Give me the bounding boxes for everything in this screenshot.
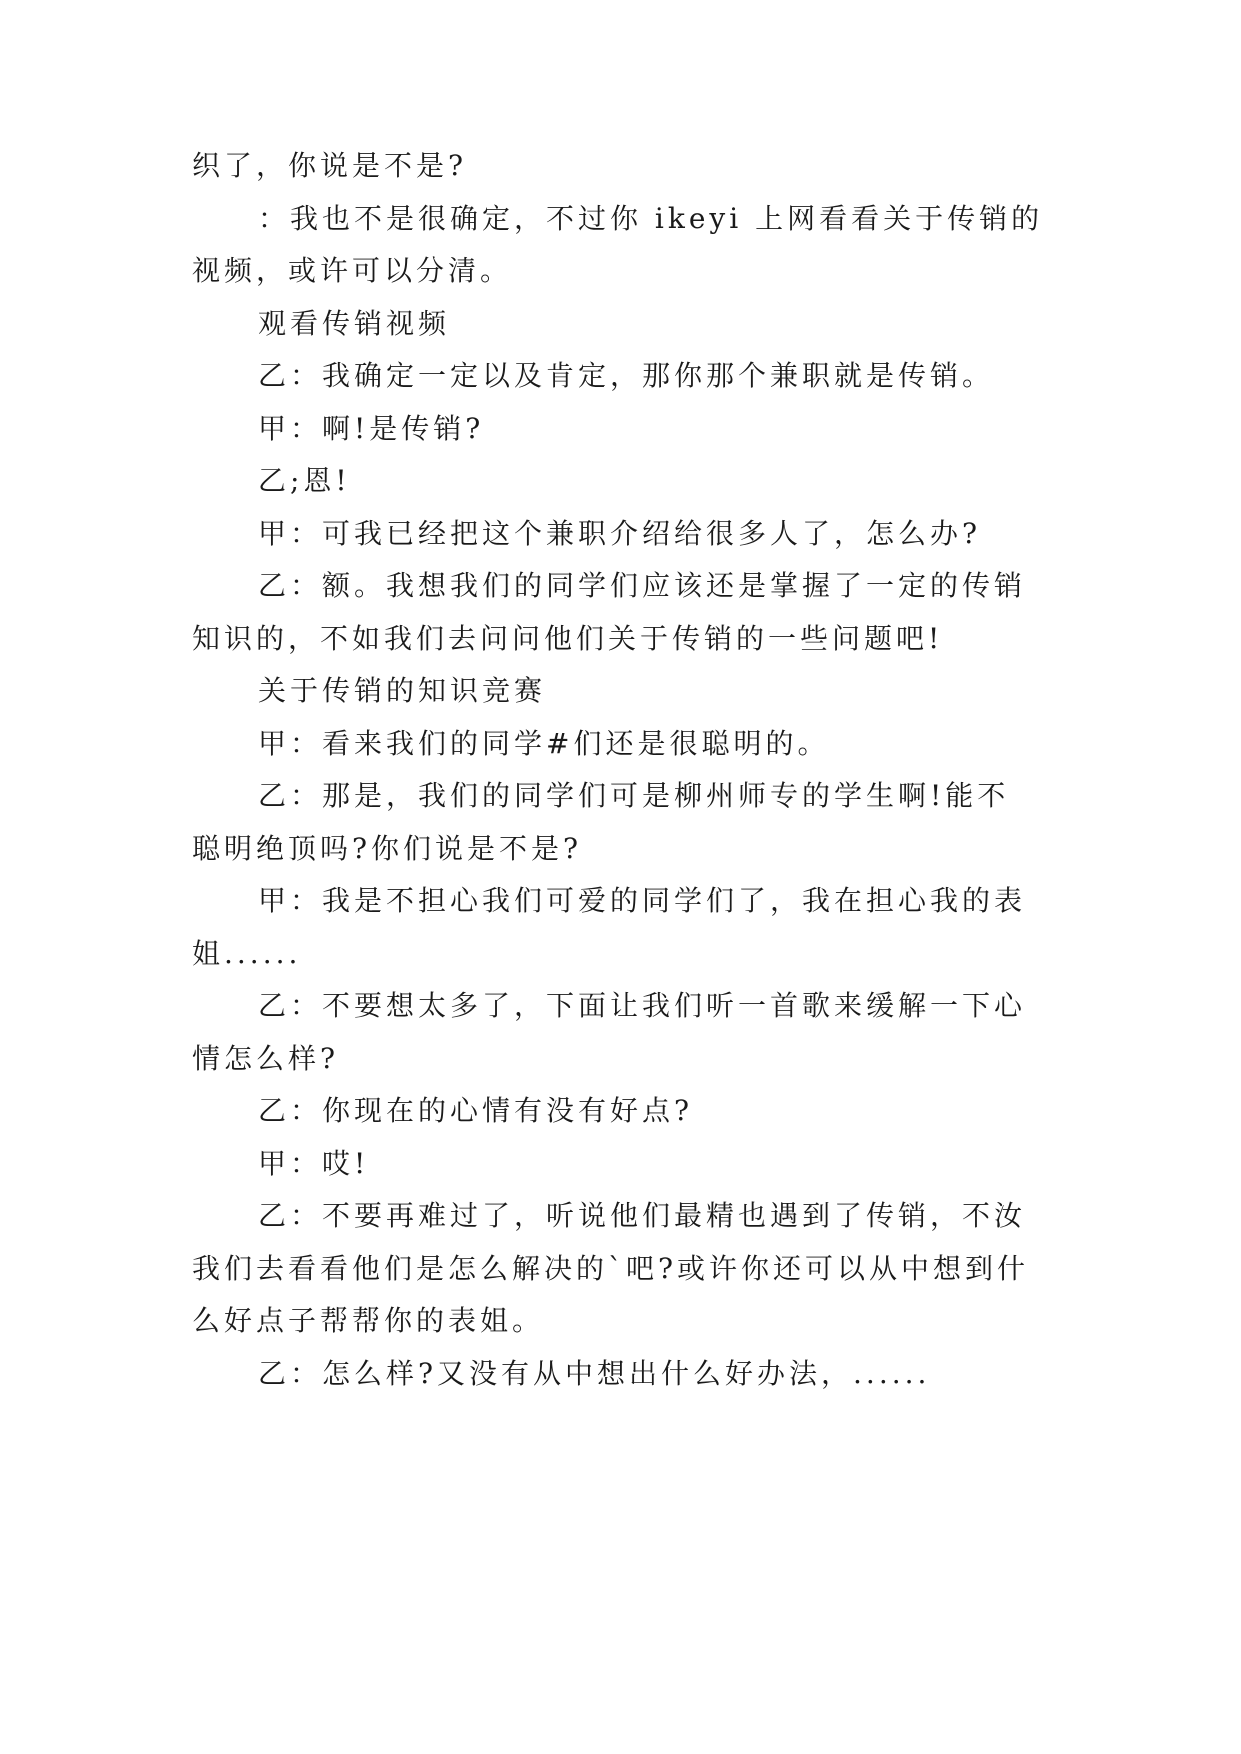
text-line: 乙;恩! bbox=[258, 464, 351, 497]
text-line: 乙：那是，我们的同学们可是柳州师专的学生啊!能不 bbox=[258, 779, 1010, 812]
text-line: 观看传销视频 bbox=[258, 307, 451, 340]
text-line: 织了，你说是不是? bbox=[192, 149, 468, 182]
text-line: 么好点子帮帮你的表姐。 bbox=[192, 1304, 545, 1337]
text-line: 甲：啊!是传销? bbox=[258, 412, 485, 445]
text-line: 关于传销的知识竞赛 bbox=[258, 674, 547, 707]
text-line: 乙：不要再难过了，听说他们最精也遇到了传销，不汝 bbox=[258, 1199, 1027, 1232]
text-line: 聪明绝顶吗?你们说是不是? bbox=[192, 832, 583, 865]
text-line: 乙：额。我想我们的同学们应该还是掌握了一定的传销 bbox=[258, 569, 1027, 602]
text-line: 甲：我是不担心我们可爱的同学们了，我在担心我的表 bbox=[258, 884, 1027, 917]
text-line: 视频，或许可以分清。 bbox=[192, 254, 513, 287]
text-line: 乙：不要想太多了，下面让我们听一首歌来缓解一下心 bbox=[258, 989, 1027, 1022]
text-line: 姐...... bbox=[192, 937, 302, 970]
text-line: 甲：可我已经把这个兼职介绍给很多人了，怎么办? bbox=[258, 517, 982, 550]
text-line: ：我也不是很确定，不过你 ikeyi 上网看看关于传销的 bbox=[258, 202, 1044, 235]
text-line: 乙：怎么样?又没有从中想出什么好办法，...... bbox=[258, 1357, 931, 1390]
text-line: 知识的，不如我们去问问他们关于传销的一些问题吧! bbox=[192, 622, 944, 655]
text-line: 我们去看看他们是怎么解决的`吧?或许你还可以从中想到什 bbox=[192, 1252, 1030, 1285]
text-line: 乙：你现在的心情有没有好点? bbox=[258, 1094, 694, 1127]
text-line: 甲：看来我们的同学#们还是很聪明的。 bbox=[258, 727, 830, 760]
text-line: 情怎么样? bbox=[192, 1042, 340, 1075]
text-line: 乙：我确定一定以及肯定，那你那个兼职就是传销。 bbox=[258, 359, 995, 392]
text-line: 甲：哎! bbox=[258, 1147, 370, 1180]
